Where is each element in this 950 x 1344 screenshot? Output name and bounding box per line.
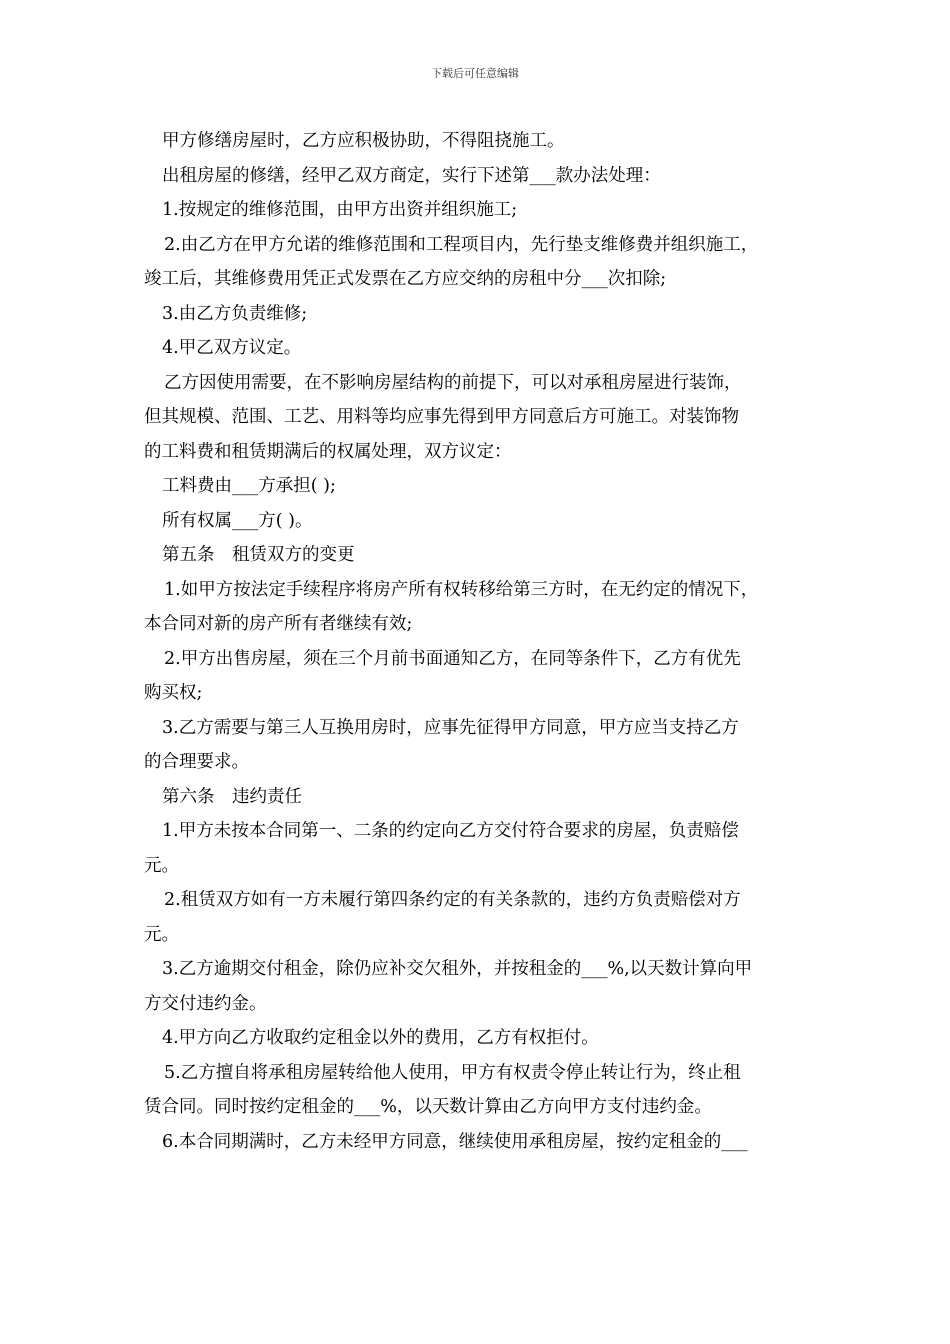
paragraph-line: 竣工后，其维修费用凭正式发票在乙方应交纳的房租中分___次扣除; — [144, 269, 667, 289]
paragraph-line: 2.租赁双方如有一方未履行第四条约定的有关条款的，违约方负责赔偿对方 — [164, 890, 741, 910]
paragraph-line: 元。 — [144, 855, 179, 876]
paragraph-line: 4.甲方向乙方收取约定租金以外的费用，乙方有权拒付。 — [162, 1028, 599, 1048]
paragraph-line: 本合同对新的房产所有者继续有效; — [144, 614, 413, 634]
paragraph-line: 的合理要求。 — [144, 752, 249, 772]
paragraph-line: 出租房屋的修缮，经甲乙双方商定，实行下述第___款办法处理： — [162, 165, 661, 186]
paragraph-line: 3.乙方逾期交付租金，除仍应补交欠租外，并按租金的___%,以天数计算向甲 — [162, 959, 753, 979]
paragraph-line: 工料费由___方承担( ); — [162, 476, 336, 496]
paragraph-line: 乙方因使用需要，在不影响房屋结构的前提下，可以对承租房屋进行装饰， — [164, 372, 742, 393]
paragraph-line: 5.乙方擅自将承租房屋转给他人使用，甲方有权责令停止转让行为，终止租 — [164, 1062, 741, 1083]
section-heading: 第五条 租赁双方的变更 — [162, 545, 355, 565]
paragraph-line: 元。 — [144, 924, 179, 945]
paragraph-line: 甲方修缮房屋时，乙方应积极协助，不得阻挠施工。 — [162, 131, 565, 151]
paragraph-line: 1.甲方未按本合同第一、二条的约定向乙方交付符合要求的房屋，负责赔偿 — [162, 821, 739, 841]
paragraph-line: 2.由乙方在甲方允诺的维修范围和工程项目内，先行垫支维修费并组织施工， — [164, 234, 759, 255]
paragraph-line: 2.甲方出售房屋，须在三个月前书面通知乙方，在同等条件下，乙方有优先 — [164, 648, 741, 669]
paragraph-line: 3.由乙方负责维修; — [162, 303, 308, 324]
paragraph-line: 赁合同。同时按约定租金的___%，以天数计算由乙方向甲方支付违约金。 — [144, 1097, 712, 1117]
paragraph-line: 的工料费和租赁期满后的权属处理，双方议定： — [144, 441, 512, 462]
paragraph-line: 但其规模、范围、工艺、用料等均应事先得到甲方同意后方可施工。对装饰物 — [144, 407, 739, 427]
paragraph-line: 1.按规定的维修范围，由甲方出资并组织施工; — [162, 200, 518, 220]
document-body — [144, 124, 812, 1159]
page-header-note: 下载后可任意编辑 — [431, 67, 519, 80]
paragraph-line: 方交付违约金。 — [144, 993, 267, 1014]
paragraph-line: 6.本合同期满时，乙方未经甲方同意，继续使用承租房屋，按约定租金的___ — [162, 1131, 748, 1152]
paragraph-line: 1.如甲方按法定手续程序将房产所有权转移给第三方时，在无约定的情况下， — [164, 579, 759, 600]
paragraph-line: 3.乙方需要与第三人互换用房时，应事先征得甲方同意，甲方应当支持乙方 — [162, 717, 739, 738]
paragraph-line: 购买权; — [144, 683, 203, 703]
paragraph-line: 所有权属___方( )。 — [162, 510, 313, 531]
section-heading: 第六条 违约责任 — [162, 786, 302, 807]
paragraph-line: 4.甲乙双方议定。 — [162, 338, 302, 358]
